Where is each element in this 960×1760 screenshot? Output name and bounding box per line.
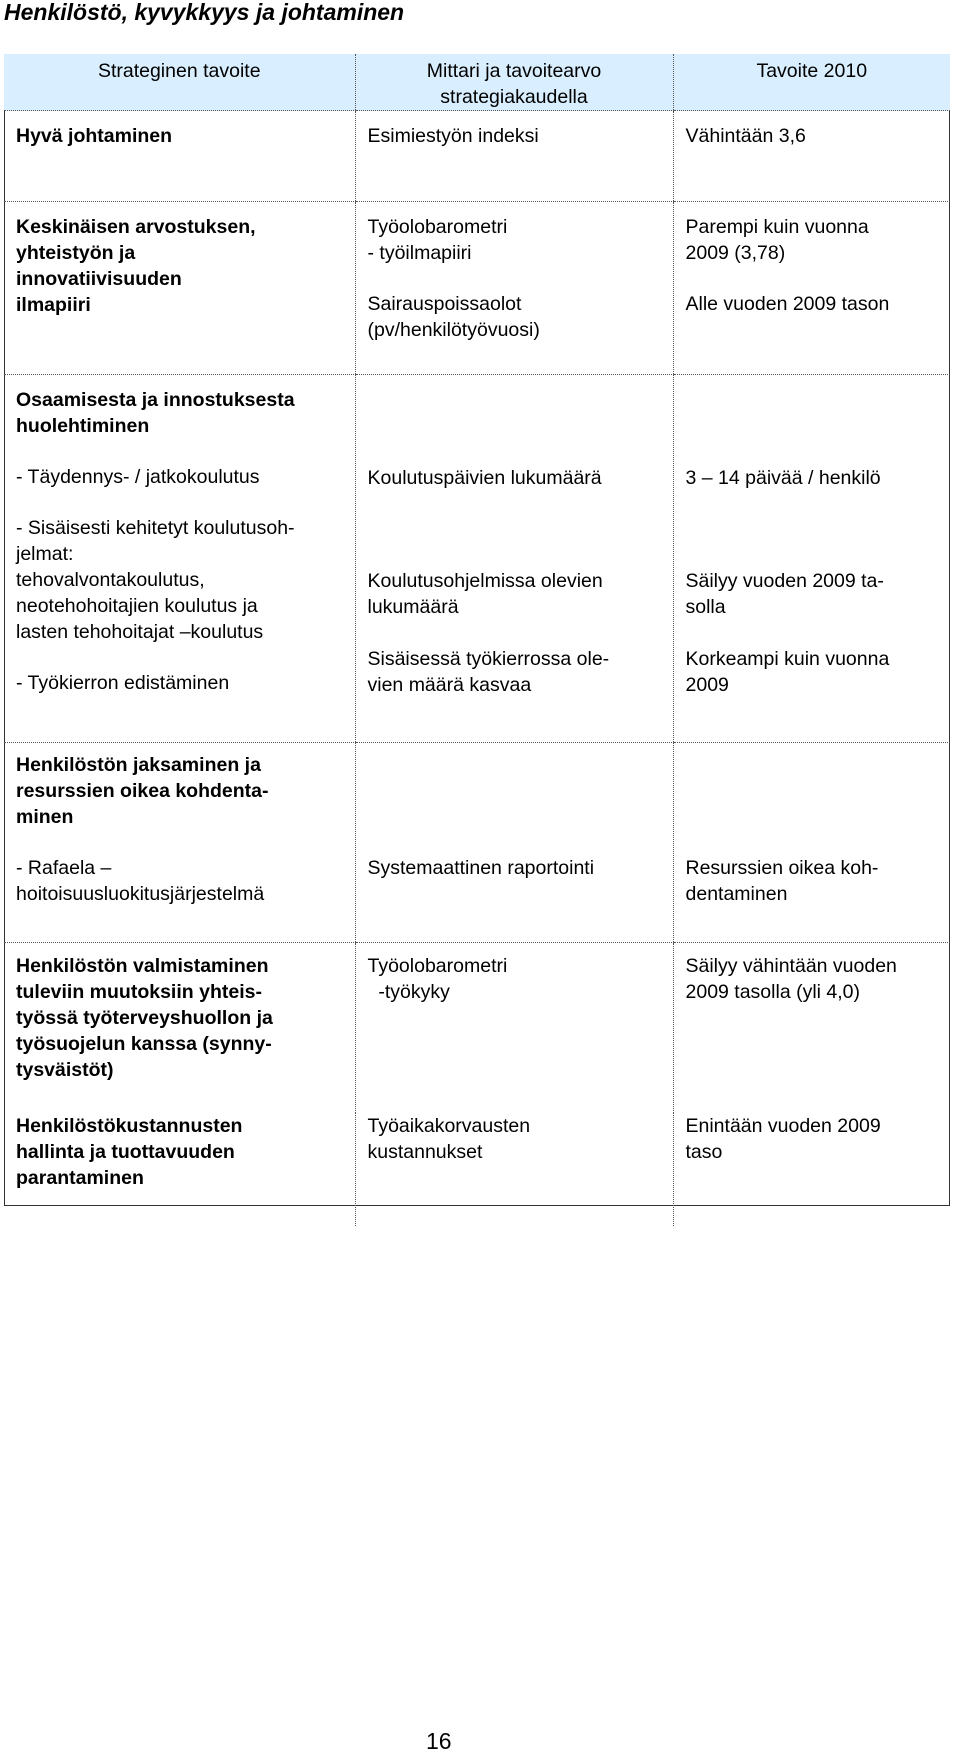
goal-line: ilmapiiri (16, 294, 91, 316)
measure-cell (355, 943, 673, 1114)
spacer (16, 645, 343, 670)
target-cell (673, 943, 950, 1114)
measure-line: (pv/henkilötyövuosi) (367, 319, 540, 341)
goal-line: huolehtiminen (16, 415, 150, 437)
sub-goal-line: jelmat: (16, 543, 74, 565)
table-row (4, 1113, 950, 1226)
goal-line: parantaminen (16, 1167, 144, 1189)
header-line: strategiakaudella (440, 86, 588, 108)
sub-goal-line: lasten tehohoitajat –koulutus (16, 621, 264, 643)
table-header-row (4, 54, 950, 111)
target-line: Alle vuoden 2009 tason (685, 293, 890, 315)
goal-line: tuleviin muutoksiin yhteis- (16, 981, 262, 1003)
spacer (686, 266, 939, 291)
spacer (686, 752, 939, 855)
target-line: 2009 (685, 674, 729, 696)
measure-line: Sisäisessä työkierrossa ole- (367, 648, 610, 670)
spacer (16, 439, 343, 464)
spacer (368, 387, 661, 465)
measure-line: Esimiestyön indeksi (367, 125, 539, 147)
spacer (16, 490, 343, 515)
measure-line: Työolobarometri (367, 955, 508, 977)
target-cell (673, 1113, 950, 1226)
measure-line: lukumäärä (367, 596, 459, 618)
measure-cell (355, 375, 673, 743)
measure-line: Sairauspoissaolot (367, 293, 522, 315)
spacer (686, 387, 939, 465)
measure-line: Systemaattinen raportointi (367, 857, 595, 879)
measure-cell (355, 111, 673, 202)
target-cell (673, 111, 950, 202)
measure-line: -työkyky (367, 981, 450, 1003)
measure-cell (355, 1113, 673, 1226)
spacer (368, 752, 661, 855)
spacer (686, 491, 939, 568)
goal-line: Henkilöstön valmistaminen (16, 955, 269, 977)
goal-cell (4, 743, 355, 943)
measure-line: Koulutuspäivien lukumäärä (367, 467, 602, 489)
goal-line: Osaamisesta ja innostuksesta (16, 389, 295, 411)
goal-line: yhteistyön ja (16, 242, 136, 264)
spacer (368, 620, 661, 646)
header-strategic-goal (4, 54, 355, 111)
table-row (4, 202, 950, 375)
goal-line: minen (16, 806, 74, 828)
sub-goal-line: - Sisäisesti kehitetyt koulutusoh- (16, 517, 295, 539)
goal-line: työsuojelun kanssa (synny- (16, 1033, 272, 1055)
measure-cell (355, 202, 673, 375)
measure-line: Koulutusohjelmissa olevien (367, 570, 603, 592)
table-row (4, 743, 950, 943)
target-line: Vähintään 3,6 (685, 125, 806, 147)
header-line: Mittari ja tavoitearvo (426, 60, 602, 82)
goal-line: Henkilöstön jaksaminen ja (16, 754, 261, 776)
measure-line: kustannukset (367, 1141, 483, 1163)
target-line: Säilyy vähintään vuoden (685, 955, 897, 977)
sub-goal-line: - Täydennys- / jatkokoulutus (16, 466, 260, 488)
target-cell (673, 202, 950, 375)
sub-goal-line: - Rafaela – (16, 857, 112, 879)
target-line: Enintään vuoden 2009 (685, 1115, 881, 1137)
header-target-2010 (673, 54, 950, 111)
measure-cell (355, 743, 673, 943)
sub-goal-line: neotehohoitajien koulutus ja (16, 595, 258, 617)
spacer (368, 491, 661, 568)
goal-line: Henkilöstökustannusten (16, 1115, 243, 1137)
target-line: Säilyy vuoden 2009 ta- (685, 570, 884, 592)
goal-cell (4, 375, 355, 743)
sub-goal-line: tehovalvontakoulutus, (16, 569, 205, 591)
header-measure (355, 54, 673, 111)
target-line: taso (685, 1141, 723, 1163)
target-line: solla (685, 596, 726, 618)
goal-line: Hyvä johtaminen (16, 125, 173, 147)
goal-cell (4, 111, 355, 202)
target-line: dentaminen (685, 883, 788, 905)
target-line: Resurssien oikea koh- (685, 857, 879, 879)
target-cell (673, 743, 950, 943)
page-title: Henkilöstö, kyvykkyys ja johtaminen (4, 0, 405, 25)
measure-line: - työilmapiiri (367, 242, 472, 264)
target-line: Parempi kuin vuonna (685, 216, 869, 238)
goal-line: innovatiivisuuden (16, 268, 182, 290)
goal-line: Keskinäisen arvostuksen, (16, 216, 256, 238)
spacer (686, 620, 939, 646)
header-line: Strateginen tavoite (97, 60, 261, 82)
target-line: 2009 tasolla (yli 4,0) (685, 981, 861, 1003)
page-number: 16 (426, 1728, 452, 1754)
sub-goal-line: - Työkierron edistäminen (16, 672, 230, 694)
goals-table (4, 54, 950, 1226)
spacer (16, 830, 343, 855)
goal-line: resurssien oikea kohdenta- (16, 780, 269, 802)
goal-cell (4, 943, 355, 1114)
target-line: 3 – 14 päivää / henkilö (685, 467, 881, 489)
goal-line: työssä työterveyshuollon ja (16, 1007, 273, 1029)
table-row (4, 111, 950, 202)
goal-line: tysväistöt) (16, 1059, 114, 1081)
target-line: Korkeampi kuin vuonna (685, 648, 890, 670)
measure-line: Työaikakorvausten (367, 1115, 531, 1137)
goal-cell (4, 1113, 355, 1226)
target-cell (673, 375, 950, 743)
spacer (368, 266, 661, 291)
measure-line: Työolobarometri (367, 216, 508, 238)
sub-goal-line: hoitoisuusluokitusjärjestelmä (16, 883, 265, 905)
target-line: 2009 (3,78) (685, 242, 786, 264)
goal-line: hallinta ja tuottavuuden (16, 1141, 235, 1163)
measure-line: vien määrä kasvaa (367, 674, 532, 696)
table-row (4, 375, 950, 743)
header-line: Tavoite 2010 (756, 60, 868, 82)
table-row (4, 943, 950, 1114)
goal-cell (4, 202, 355, 375)
